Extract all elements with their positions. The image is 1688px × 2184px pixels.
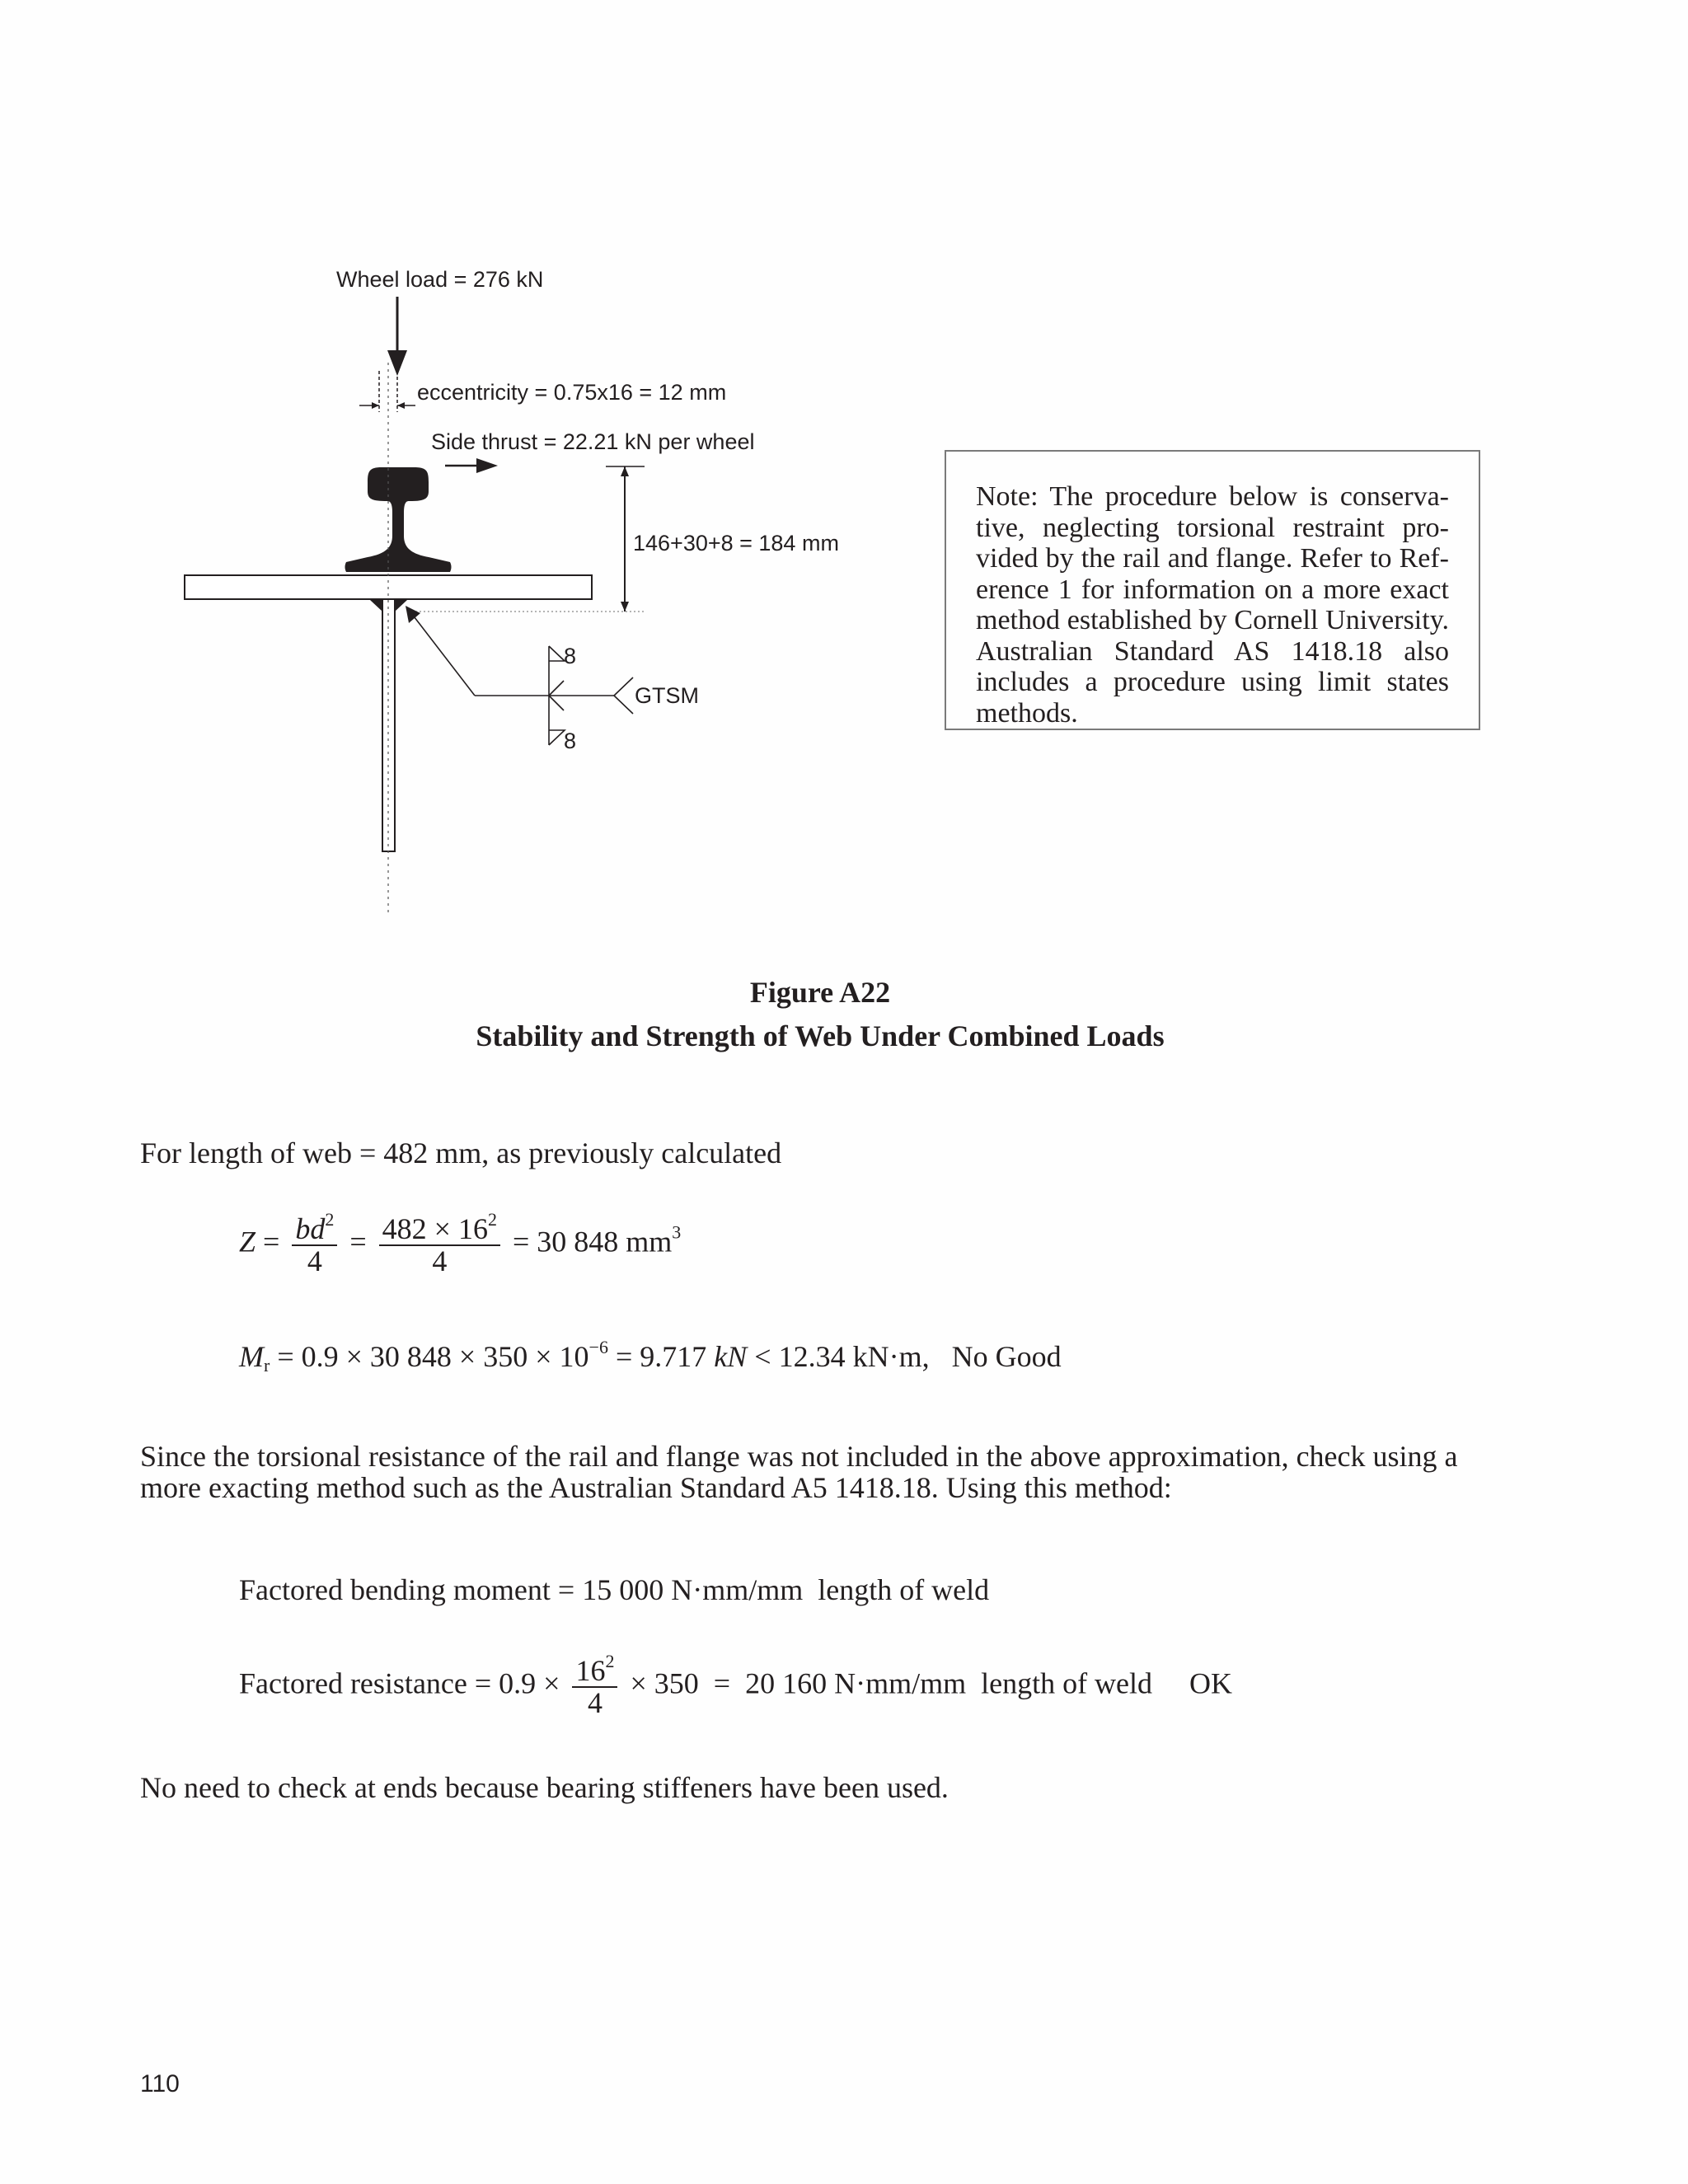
eq-z-equals-1: = [263,1225,280,1258]
eq-m-exp: −6 [588,1337,608,1357]
eq-m-tail: < 12.34 kN·m, No Good [747,1340,1062,1373]
eq-z-f1-num: bd [295,1212,326,1245]
eq-m-unit: kN [714,1340,748,1373]
paragraph-torsional: Since the torsional resistance of the rail and flange was not included in the above approximation, check using a more exacting method such as the Australian Standard A5 1418.18. Using this method: [140,1440,1458,1504]
eq-z-f2-sup: 2 [487,1209,497,1230]
side-thrust-label: Side thrust = 22.21 kN per wheel [431,429,755,454]
paragraph-ends: No need to check at ends because bearing stiffeners have been used. [140,1771,949,1804]
weld-symbol [409,610,633,745]
equation-factored-resistance [239,1651,1233,1719]
eq-fr-num-sup: 2 [605,1651,615,1671]
wheel-load-arrow [387,297,407,376]
eq-z-equals-2: = [349,1225,367,1258]
eq-fr-den: 4 [587,1686,603,1719]
eq-m-expr: = 0.9 × 30 848 × 350 × 10 [270,1340,589,1373]
eq-fr-lhs: Factored resistance = 0.9 × [239,1666,560,1700]
eq-z-rhs: = 30 848 mm [512,1225,673,1258]
eq-z-fraction-2 [379,1209,500,1277]
page-number: 110 [140,2070,180,2097]
eq-m-lhs-sub: r [264,1355,270,1376]
eq-z-rhs-sup: 3 [672,1221,682,1243]
weld-size-top: 8 [564,644,577,668]
eq-m-result: = 9.717 [607,1340,715,1373]
eq-z-fraction-1 [292,1209,337,1277]
wheel-load-label: Wheel load = 276 kN [336,267,544,292]
eq-z-f1-sup: 2 [325,1209,335,1230]
fillet-weld-left [370,600,382,612]
eccentricity-label: eccentricity = 0.75x16 = 12 mm [417,380,727,405]
rail-section [345,467,452,572]
fillet-weld-right [395,600,407,612]
note-text: Note: The procedure below is conservative, neglecting torsional restraint provided by the rail and flange. Refer to Reference 1 for information on a more exact method established by Cornell University. Australian Standard AS 1418.18 also includes a procedure using limit states methods. [976,481,1449,729]
side-thrust-arrow [445,458,498,473]
eq-fr-num: 16 [575,1654,606,1687]
eq-fr-fraction [572,1651,617,1719]
equation-moment-resistance [239,1339,1062,1374]
equation-factored-bending: Factored bending moment = 15 000 N·mm/mm length of weld [239,1573,990,1606]
figure-number: Figure A22 [749,976,891,1009]
paragraph-web-length: For length of web = 482 mm, as previously calculated [140,1137,782,1169]
equation-section-modulus [239,1209,682,1277]
eq-z-f2-num: 482 × 16 [382,1212,488,1245]
eq-m-lhs: M [239,1340,264,1373]
figure-title: Stability and Strength of Web Under Combined Loads [476,1019,1165,1052]
weld-tail-label: GTSM [635,683,699,708]
eq-z-f1-den: 4 [307,1244,322,1277]
eccentricity-dimension [359,371,415,412]
eq-z-f2-den: 4 [432,1244,448,1277]
weld-size-bottom: 8 [564,729,577,753]
note-box [945,450,1480,730]
eq-fr-rhs: × 350 = 20 160 N·mm/mm length of weld OK [630,1666,1233,1700]
height-dimension-label: 146+30+8 = 184 mm [633,531,839,555]
weld-leader-arrowhead [406,606,420,623]
eq-z-lhs: Z [239,1225,256,1258]
